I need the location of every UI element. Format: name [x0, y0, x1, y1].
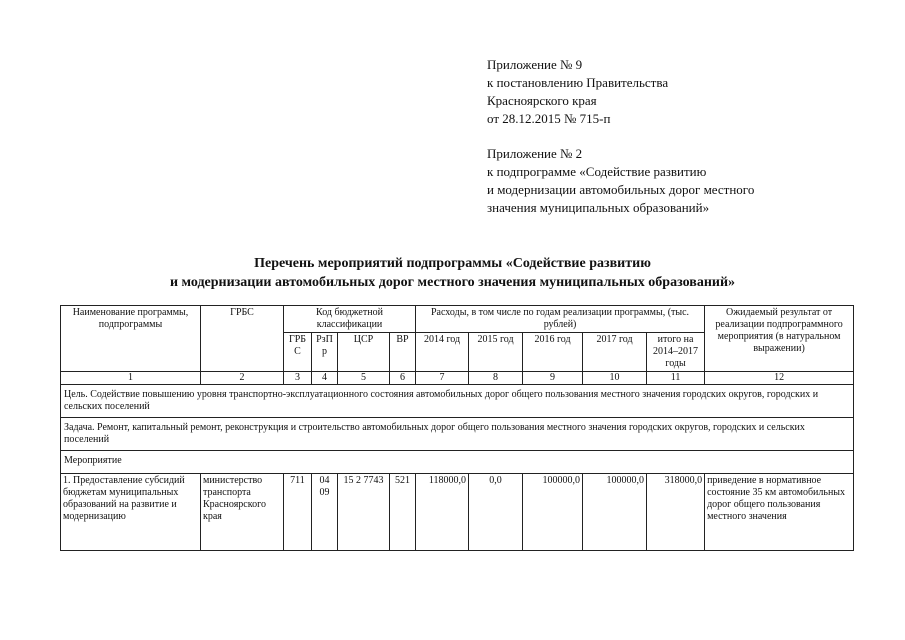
goal-row — [61, 385, 854, 418]
annex-line: значения муниципальных образований» — [487, 200, 710, 215]
subheader-grbs: ГРБ С — [284, 333, 312, 372]
header-row — [61, 306, 854, 333]
column-number: 10 — [583, 372, 647, 385]
row-vr: 521 — [390, 474, 416, 551]
title-line-2: и модернизации автомобильных дорог местного значения муниципальных образований» — [169, 275, 736, 290]
subheader-csr: ЦСР — [338, 333, 390, 372]
annex-line: к подпрограмме «Содействие развитию — [487, 164, 707, 179]
header-result: Ожидаемый результат от реализации подпрограммного мероприятия (в натуральном выражении) — [705, 306, 854, 372]
row-2014: 118000,0 — [416, 474, 469, 551]
row-name: 1. Предоставление субсидий бюджетам муниципальных образований на развитие и модернизацию — [61, 474, 201, 551]
title-line-1: Перечень мероприятий подпрограммы «Содействие развитию — [254, 256, 651, 271]
row-2016: 100000,0 — [523, 474, 583, 551]
annex-2-header — [487, 145, 754, 217]
table-row — [61, 474, 854, 551]
column-number: 5 — [338, 372, 390, 385]
annex-line: Красноярского края — [487, 93, 597, 108]
column-number: 11 — [647, 372, 705, 385]
subheader-2014: 2014 год — [416, 333, 469, 372]
document-title — [0, 254, 905, 292]
row-2015: 0,0 — [469, 474, 523, 551]
column-number: 8 — [469, 372, 523, 385]
header-name: Наименование программы, подпрограммы — [61, 306, 201, 372]
activity-heading: Мероприятие — [61, 451, 854, 474]
column-number: 4 — [312, 372, 338, 385]
annex-line: Приложение № 9 — [487, 57, 583, 72]
subheader-2017: 2017 год — [583, 333, 647, 372]
subheader-rzpr: РзПр — [312, 333, 338, 372]
annex-line: Приложение № 2 — [487, 146, 583, 161]
row-code-grbs: 711 — [284, 474, 312, 551]
row-rzpr: 04 09 — [312, 474, 338, 551]
annex-9-header — [487, 56, 668, 128]
row-grbs: министерство транспорта Красноярского края — [201, 474, 284, 551]
row-csr: 15 2 7743 — [338, 474, 390, 551]
row-result: приведение в нормативное состояние 35 км автомобильных дорог общего пользования местного значения — [705, 474, 854, 551]
column-number: 1 — [61, 372, 201, 385]
subheader-vr: ВР — [390, 333, 416, 372]
subheader-2016: 2016 год — [523, 333, 583, 372]
column-number: 9 — [523, 372, 583, 385]
row-total: 318000,0 — [647, 474, 705, 551]
row-2017: 100000,0 — [583, 474, 647, 551]
activity-heading-row — [61, 451, 854, 474]
annex-line: к постановлению Правительства — [487, 75, 669, 90]
column-number: 7 — [416, 372, 469, 385]
task-row — [61, 418, 854, 451]
goal-text: Цель. Содействие повышению уровня транспортно-эксплуатационного состояния автомобильных дорог общего пользования местного значения городских округов, городских и сельских поселений — [61, 385, 854, 418]
header-expenses: Расходы, в том числе по годам реализации программы, (тыс. рублей) — [416, 306, 705, 333]
column-number: 6 — [390, 372, 416, 385]
column-number: 2 — [201, 372, 284, 385]
column-number: 3 — [284, 372, 312, 385]
activities-table — [60, 305, 854, 551]
annex-line: и модернизации автомобильных дорог местного — [487, 182, 755, 197]
column-number-row — [61, 372, 854, 385]
subheader-total: итого на 2014–2017 годы — [647, 333, 705, 372]
header-budget-code: Код бюджетной классификации — [284, 306, 416, 333]
header-grbs: ГРБС — [201, 306, 284, 372]
annex-line: от 28.12.2015 № 715-п — [487, 111, 611, 126]
task-text: Задача. Ремонт, капитальный ремонт, реконструкция и строительство автомобильных дорог общего пользования местного значения городских округов, городских и сельских поселений — [61, 418, 854, 451]
column-number: 12 — [705, 372, 854, 385]
subheader-2015: 2015 год — [469, 333, 523, 372]
